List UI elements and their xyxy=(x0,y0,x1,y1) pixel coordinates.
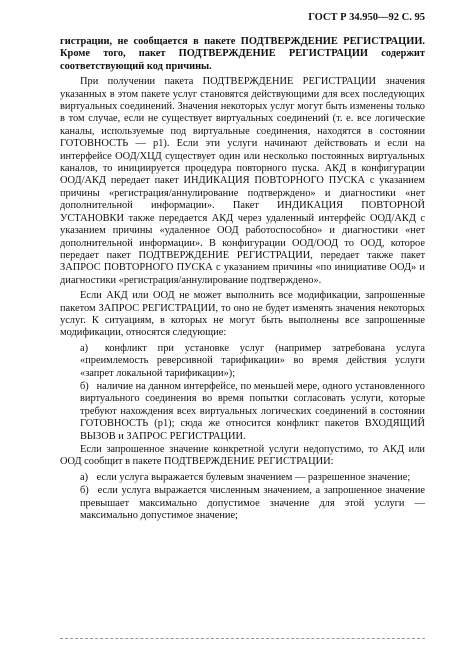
list-item-text: если услуга выражается численным значением, а запрошенное значение превышает максимально допустимое значение для этой услуги — максимально допустимое значение; xyxy=(80,485,425,522)
list1-item-a xyxy=(80,343,425,380)
page-header: ГОСТ Р 34.950—92 С. 95 xyxy=(308,12,425,23)
list2-item-b xyxy=(80,485,425,522)
list-marker: а) xyxy=(80,471,89,483)
list-marker: а) xyxy=(80,342,89,354)
list-item-text: если услуга выражается булевым значением — разрешенное значение; xyxy=(96,471,411,483)
paragraph-2: При получении пакета ПОДТВЕРЖДЕНИЕ РЕГИСТРАЦИИ значения указанных в этом пакете услуг становятся действующими для всех последующих виртуальных соединений. Значения некоторых услуг могут быть изменены только в том случае, если не существует виртуальных соединений (т. е. все логические каналы, используемые под виртуальные соединения, находятся в состоянии ГОТОВНОСТЬ — p1). Если эти услуги начинают действовать и если на интерфейсе ООД/ХЦД существует один или несколько постоянных виртуальных каналов, то инициируется процедура повторного пуска. АКД в конфигурации ООД/АКД передает пакет ИНДИКАЦИЯ ПОВТОРНОГО ПУСКА с указанием причины «регистрация/аннулирование подтверждено» и диагностики «нет дополнительной информации». Пакет ИНДИКАЦИЯ ПОВТОРНОЙ УСТАНОВКИ также передается АКД через удаленный интерфейс ООД/АКД с указанием причины «удаленное ООД работоспособно» и диагностики «нет дополнительной информации». В конфигурации ООД/ООД то ООД, которое передает пакет ПОДТВЕРЖДЕНИЕ РЕГИСТРАЦИИ, передает также пакет ЗАПРОС ПОВТОРНОГО ПУСКА с указанием причины «по инициативе ООД» и диагностики «регистрация/аннулирование подтверждено». xyxy=(60,76,425,286)
paragraph-4: Если запрошенное значение конкретной услуги недопустимо, то АКД или ООД сообщит в пакете ПОДТВЕРЖДЕНИЕ РЕГИСТРАЦИИ: xyxy=(60,444,425,468)
list-marker: б) xyxy=(80,380,89,392)
list2-item-a xyxy=(80,472,425,484)
footer-divider xyxy=(60,638,425,639)
paragraph-3: Если АКД или ООД не может выполнить все модификации, запрошенные пакетом ЗАПРОС РЕГИСТРАЦИИ, то оно не будет изменять значения некоторых услуг. К ситуациям, в которых не могут быть выполнены все запрошенные модификации, относятся следующие: xyxy=(60,290,425,339)
list-item-text: наличие на данном интерфейсе, по меньшей мере, одного установленного виртуального соединения во время попытки согласовать услуги, которые требуют нахождения всех виртуальных логических соединений в состоянии ГОТОВНОСТЬ (p1); сюда же относится конфликт пакетов ВХОДЯЩИЙ ВЫЗОВ и ЗАПРОС РЕГИСТРАЦИИ. xyxy=(80,380,425,442)
document-body xyxy=(60,36,425,522)
list-marker: б) xyxy=(80,485,89,497)
paragraph-1: гистрации, не сообщается в пакете ПОДТВЕРЖДЕНИЕ РЕГИСТРАЦИИ. Кроме того, пакет ПОДТВЕРЖДЕНИЕ РЕГИСТРАЦИИ содержит соответствующий код причины. xyxy=(60,36,425,72)
list1-item-b xyxy=(80,381,425,443)
list-item-text: конфликт при установке услуг (например затребована услуга «преимлемость реверсивной тарификации» во время действия услуги «запрет локальной тарификации»); xyxy=(80,342,425,379)
